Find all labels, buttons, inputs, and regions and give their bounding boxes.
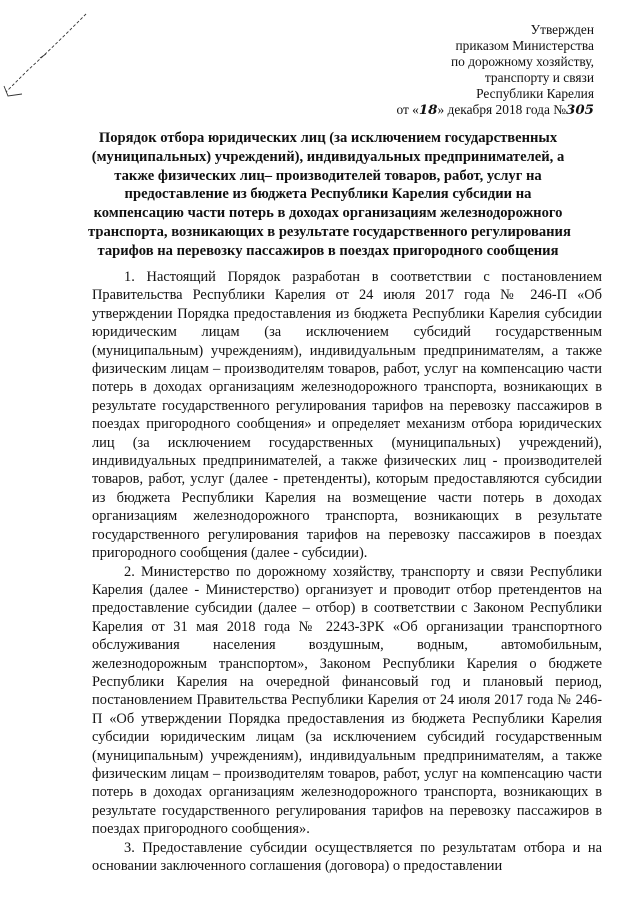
pen-stroke-mark — [0, 0, 90, 110]
handwritten-day: 18 — [418, 102, 438, 118]
paragraph-3: 3. Предоставление субсидии осуществляется по результатам отбора и на основании заключенного соглашения (договора) о предоставлении — [92, 839, 602, 874]
approval-line-transport: транспорту и связи — [484, 70, 594, 85]
title-line: компенсацию части потерь в доходах организациям железнодорожного — [93, 205, 563, 222]
approval-line-approved: Утвержден — [530, 22, 594, 37]
approval-stamp-block — [396, 22, 594, 118]
approval-line-order: приказом Министерства — [455, 38, 594, 53]
approval-date-line — [396, 102, 594, 118]
approval-line-republic: Республики Карелия — [476, 86, 594, 101]
approval-date-middle: » декабря 2018 года № — [437, 102, 567, 117]
document-body — [92, 268, 602, 875]
approval-line-ministry: по дорожному хозяйству, — [450, 54, 594, 69]
approval-date-prefix: от « — [396, 102, 419, 117]
title-line: транспорта, возникающих в результате государственного регулирования — [88, 223, 571, 240]
title-line: предоставление из бюджета Республики Карелия субсидии на — [124, 186, 532, 203]
handwritten-order-number: 305 — [566, 102, 594, 118]
paragraph-1: 1. Настоящий Порядок разработан в соответствии с постановлением Правительства Республики Карелия от 24 июля 2017 года № 246-П «Об утверждении Порядка предоставления из бюджета Республики Карелия субсидии юридическим лицам (за исключением субсидий государственным (муниципальным) учреждениям), индивидуальным предпринимателям, а также физическим лицам – производителям товаров, работ, услуг на компенсацию части потерь в доходах организациям железнодорожного транспорта, возникающих в результате государственного регулирования тарифов на перевозку пассажиров в поездах пригородного сообщения» и определяет механизм отбора юридических лиц (за исключением государственных (муниципальных) учреждений), индивидуальных предпринимателей, а также физических лиц - производителей товаров, работ, услуг (далее - претенденты), которым предоставляются субсидии из бюджета Республики Карелия на возмещение части потерь в доходах организациям железнодорожного транспорта, возникающих в результате государственного регулирования тарифов на перевозку пассажиров в поездах пригородного сообщения (далее - субсидии). — [92, 269, 602, 562]
paragraph-2: 2. Министерство по дорожному хозяйству, транспорту и связи Республики Карелия (далее - Министерство) организует и проводит отбор претендентов на предоставление субсидии (далее – отбор) в соответствии с Законом Республики Карелия от 31 мая 2018 года № 2243-ЗРК «Об организации транспортного обслуживания населения воздушным, водным, автомобильным, железнодорожным транспортом», Законом Республики Карелия о бюджете Республики Карелия на очередной финансовый год и плановый период, постановлением Правительства Республики Карелия от 24 июля 2017 года № 246-П «Об утверждении Порядка предоставления из бюджета Республики Карелия субсидии юридическим лицам (за исключением субсидий государственным (муниципальным) учреждениям), индивидуальным предпринимателям, а также физическим лицам – производителям товаров, работ, услуг на компенсацию части потерь в доходах организациям железнодорожного транспорта, возникающих в результате государственного регулирования тарифов на перевозку пассажиров в поездах пригородного сообщения». — [92, 563, 602, 838]
document-title — [88, 129, 571, 261]
title-line: также физических лиц– производителей товаров, работ, услуг на — [114, 167, 542, 184]
title-line: Порядок отбора юридических лиц (за исключением государственных — [98, 130, 558, 146]
title-line: (муниципальных) учреждений), индивидуальных предпринимателей, а — [91, 148, 565, 165]
title-line: тарифов на перевозку пассажиров в поездах пригородного сообщения — [97, 242, 559, 259]
